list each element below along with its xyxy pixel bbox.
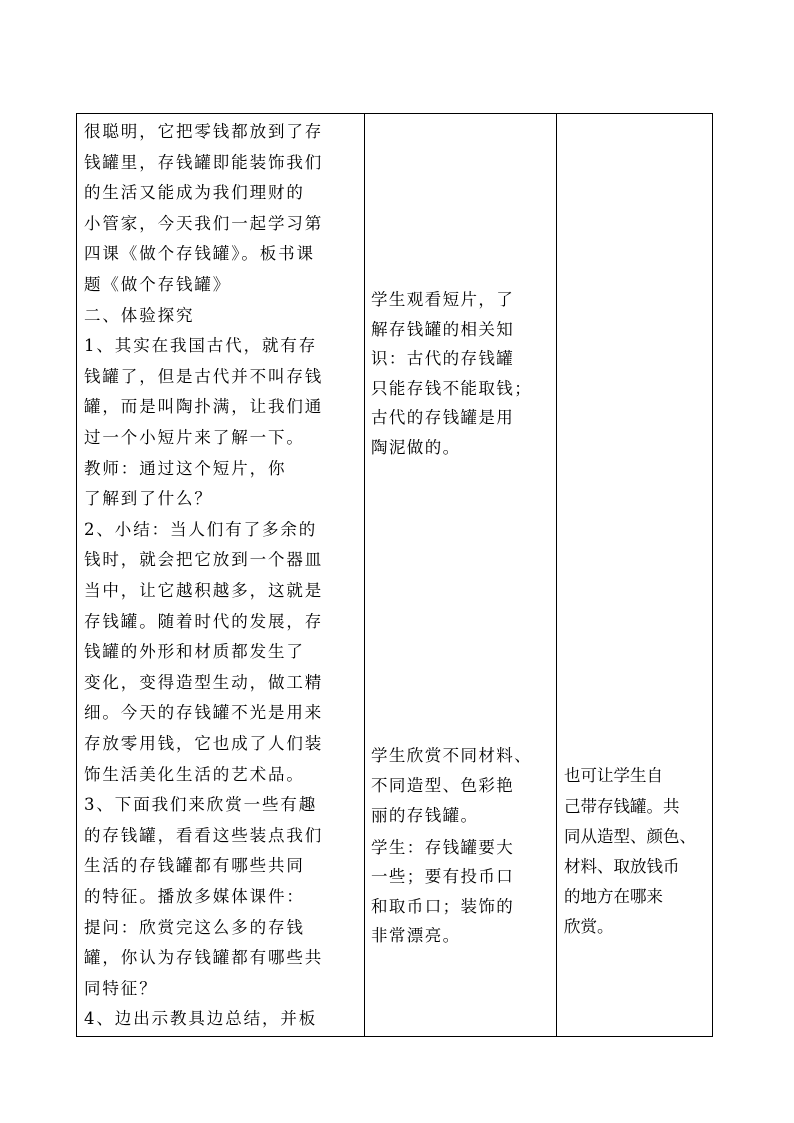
design-intent-text (557, 114, 712, 1036)
text-line: 学生观看短片，了 (371, 290, 515, 309)
text-line: 学生欣赏不同材料、 (371, 746, 533, 765)
text-line: 的存钱罐，看看这些装点我们 (84, 825, 324, 845)
text-line: 的特征。播放多媒体课件： (84, 887, 305, 906)
text-line: 存钱罐。随着时代的发展，存 (84, 611, 324, 631)
text-line: 欣赏。 (564, 917, 614, 936)
text-line: 只能存钱不能取钱； (371, 379, 533, 398)
text-line: 当中，让它越积越多，这就是 (84, 581, 324, 600)
text-line: 教师：通过这个短片，你 (84, 458, 287, 478)
text-line: 罐，而是叫陶扑满，让我们通 (84, 397, 324, 417)
text-line: 同从造型、颜色、 (564, 827, 696, 846)
text-line: 钱时，就会把它放到一个器皿 (84, 550, 324, 570)
text-line: 材料、取放钱币 (564, 857, 680, 876)
table-row (77, 114, 713, 1037)
text-line: 小管家，今天我们一起学习第 (84, 213, 324, 233)
text-line: 4、边出示教具边总结，并板 (84, 1009, 318, 1029)
text-line: 生活的存钱罐都有哪些共同 (84, 856, 305, 876)
text-line: 题《做个存钱罐》 (84, 275, 232, 294)
text-line: 古代的存钱罐是用 (371, 408, 515, 427)
text-line: 2、小结：当人们有了多余的 (84, 519, 318, 539)
text-line: 存放零用钱，它也成了人们装 (84, 734, 324, 753)
text-line: 同特征？ (84, 978, 158, 998)
teaching-process-text (77, 114, 364, 1036)
text-line: 钱罐了，但是古代并不叫存钱 (84, 366, 324, 386)
text-line: 罐，你认为存钱罐都有哪些共 (84, 948, 324, 968)
text-line: 四课《做个存钱罐》。板书课 (84, 244, 315, 264)
text-line: 陶泥做的。 (371, 438, 461, 457)
text-line: 二、体验探究 (84, 305, 195, 325)
text-line: 不同造型、色彩艳 (371, 776, 515, 795)
teaching-process-cell (77, 114, 365, 1037)
design-intent-cell (557, 114, 713, 1037)
text-line: 过一个小短片来了解一下。 (84, 428, 305, 447)
text-line: 钱罐里，存钱罐即能装饰我们 (84, 152, 324, 172)
text-line: 的地方在哪来 (564, 887, 663, 906)
text-line: 变化，变得造型生动，做工精 (84, 672, 324, 692)
text-line: 解存钱罐的相关知 (371, 320, 515, 339)
text-line: 和取币口；装饰的 (371, 897, 515, 916)
text-line: 钱罐的外形和材质都发生了 (84, 642, 305, 662)
lesson-plan-table (76, 113, 713, 1037)
text-line: 学生：存钱罐要大 (371, 838, 515, 857)
text-line: 很聪明，它把零钱都放到了存 (84, 122, 324, 141)
text-line: 了解到了什么？ (84, 489, 213, 509)
student-activity-text (365, 114, 556, 1036)
text-line: 己带存钱罐。共 (564, 797, 680, 816)
text-line: 一些；要有投币口 (371, 867, 515, 886)
text-line: 非常漂亮。 (371, 926, 461, 945)
student-activity-cell (365, 114, 557, 1037)
text-line: 1、其实在我国古代，就有存 (84, 336, 318, 356)
text-line: 饰生活美化生活的艺术品。 (84, 764, 305, 784)
text-line: 3、下面我们来欣赏一些有趣 (84, 795, 318, 815)
text-line: 提问：欣赏完这么多的存钱 (84, 917, 305, 937)
text-line: 细。今天的存钱罐不光是用来 (84, 703, 324, 723)
text-line: 丽的存钱罐。 (371, 806, 479, 825)
text-line: 识：古代的存钱罐 (371, 349, 515, 368)
text-line: 也可让学生自 (564, 766, 663, 785)
text-line: 的生活又能成为我们理财的 (84, 183, 305, 203)
